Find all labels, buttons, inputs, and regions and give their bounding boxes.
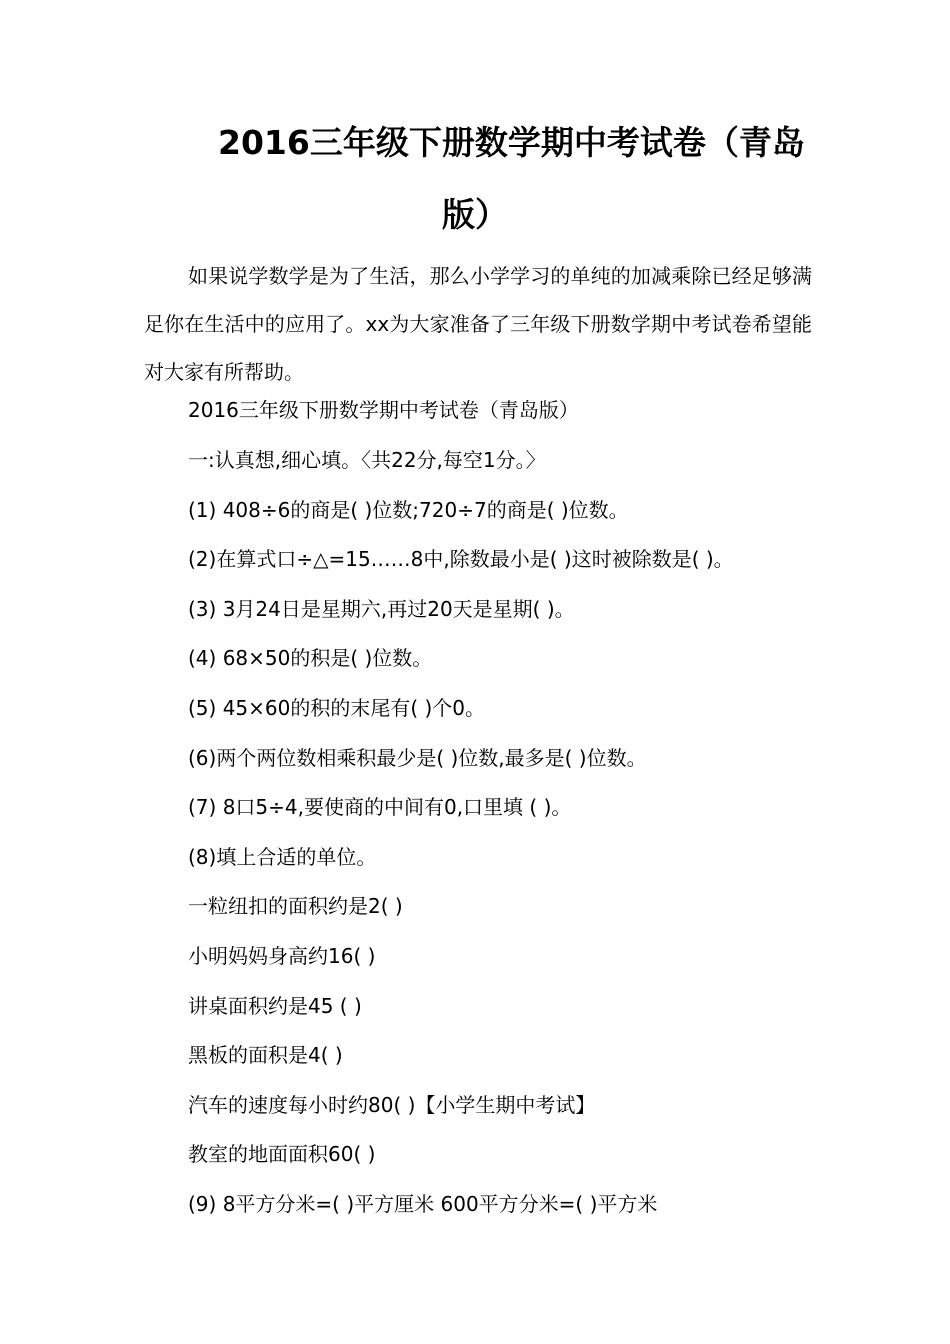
question-7: (7) 8口5÷4,要使商的中间有0,口里填 ( )。 [188, 795, 572, 819]
question-8-item: 教室的地面面积60( ) [188, 1142, 376, 1166]
question-8-item: 黑板的面积是4( ) [188, 1043, 343, 1067]
question-8-item: 一粒纽扣的面积约是2( ) [188, 894, 403, 918]
document-title-line-1: 2016三年级下册数学期中考试卷（青岛 [218, 123, 805, 162]
question-8-item: 小明妈妈身高约16( ) [188, 944, 376, 968]
question-2: (2)在算式口÷△=15……8中,除数最小是( )这时被除数是( )。 [188, 547, 734, 571]
question-9: (9) 8平方分米=( )平方厘米 600平方分米=( )平方米 [188, 1192, 658, 1216]
document-title-line-2: 版） [442, 195, 508, 234]
question-4: (4) 68×50的积是( )位数。 [188, 646, 433, 670]
question-8-item: 讲桌面积约是45 ( ) [188, 994, 362, 1018]
question-8: (8)填上合适的单位。 [188, 845, 377, 869]
section-heading: 一:认真想,细心填。〈共22分,每空1分。〉 [188, 448, 546, 472]
exam-title-line: 2016三年级下册数学期中考试卷（青岛版） [188, 398, 579, 422]
question-3: (3) 3月24日是星期六,再过20天是星期( )。 [188, 597, 575, 621]
question-6: (6)两个两位数相乘积最少是( )位数,最多是( )位数。 [188, 746, 647, 770]
intro-paragraph: 如果说学数学是为了生活，那么小学学习的单纯的加减乘除已经足够满足你在生活中的应用了。xx为大家准备了三年级下册数学期中考试卷希望能对大家有所帮助。 [144, 264, 812, 384]
question-5: (5) 45×60的积的末尾有( )个0。 [188, 696, 486, 720]
question-1: (1) 408÷6的商是( )位数;720÷7的商是( )位数。 [188, 498, 629, 522]
question-8-item: 汽车的速度每小时约80( )【小学生期中考试】 [188, 1093, 596, 1117]
